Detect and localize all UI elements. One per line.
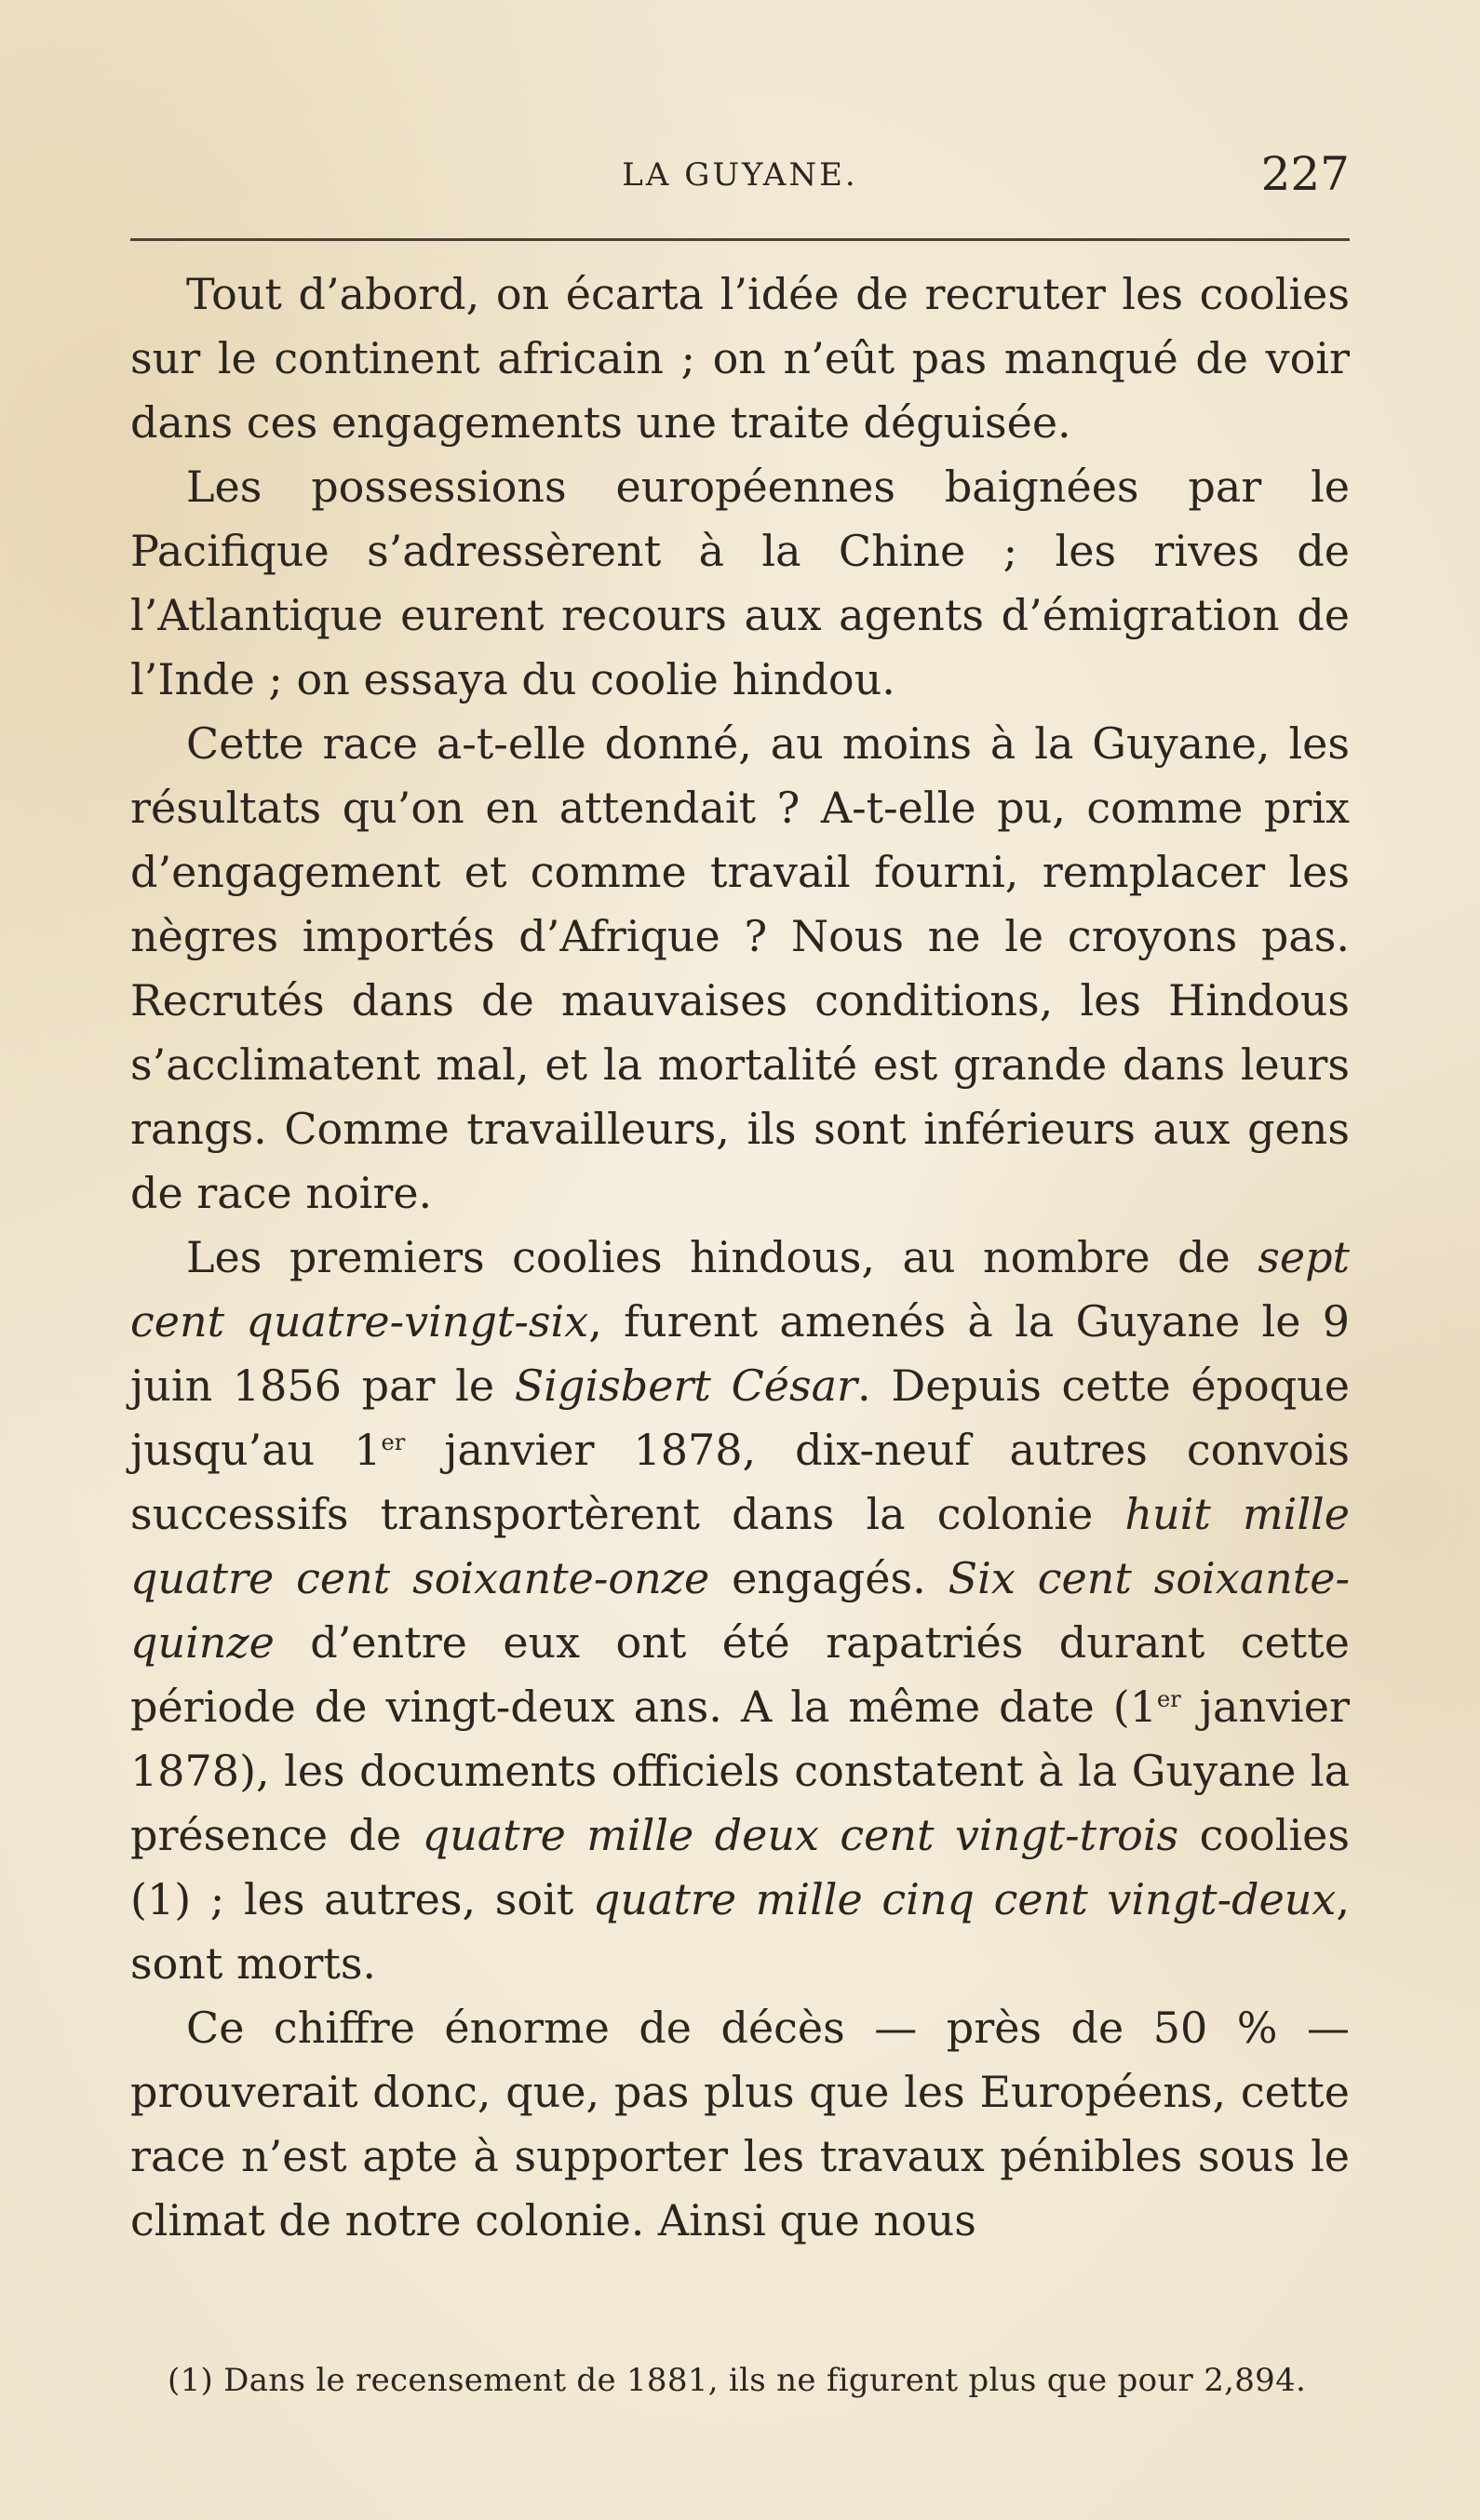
paragraph bbox=[130, 262, 1350, 455]
page-number: 227 bbox=[1260, 147, 1350, 201]
text-run: , sont morts. bbox=[130, 1874, 1350, 1989]
running-head bbox=[130, 140, 1350, 205]
italic-text: huit mille quatre cent soixante-onze bbox=[130, 1489, 1350, 1603]
superscript-text: er bbox=[381, 1429, 406, 1455]
footnote: (1) Dans le recensement de 1881, ils ne figurent plus que pour 2,894. bbox=[168, 2362, 1307, 2399]
running-title: LA GUYANE. bbox=[622, 156, 858, 194]
text-run: coolies (1) ; les autres, soit bbox=[130, 1810, 1351, 1924]
italic-text: Six cent soixante-quinze bbox=[130, 1553, 1350, 1668]
text-run: Les possessions européennes baignées par le Pacifique s’adressèrent à la Chine ; les rives de l’Atlantique eurent recours aux agents d’émigration de l’Inde ; on essaya du coolie hindou. bbox=[130, 462, 1350, 704]
text-run: Les premiers coolies hindous, au nombre de bbox=[186, 1232, 1258, 1282]
italic-text: Sigisbert César bbox=[514, 1361, 858, 1411]
header-rule bbox=[130, 238, 1350, 241]
paragraph bbox=[130, 1996, 1350, 2253]
text-run: , furent amenés à la Guyane le 9 juin 1856 par le bbox=[130, 1296, 1350, 1411]
text-run: Ce chiffre énorme de décès — près de 50 % — prouverait donc, que, pas plus que les Européens, cette race n’est apte à supporter les travaux pénibles sous le climat de notre colonie. Ainsi que nous bbox=[130, 2003, 1350, 2245]
superscript-text: er bbox=[1157, 1686, 1181, 1712]
text-run: janvier 1878), les documents officiels constatent à la Guyane la présence de bbox=[130, 1682, 1350, 1860]
italic-text: quatre mille deux cent vingt-trois bbox=[422, 1810, 1179, 1860]
paragraph bbox=[130, 1226, 1350, 1996]
text-run: Tout d’abord, on écarta l’idée de recruter les coolies sur le continent africain ; on n’eût pas manqué de voir dans ces engagements une traite déguisée. bbox=[130, 269, 1350, 448]
text-run: Cette race a-t-elle donné, au moins à la Guyane, les résultats qu’on en attendait ? A-t-elle pu, comme prix d’engagement et comme travail fourni, remplacer les nègres importés d’Afrique ? Nous ne le croyons pas. Recrutés dans de mauvaises conditions, les Hindous s’acclimatent mal, et la mortalité est grande dans leurs rangs. Comme travailleurs, ils sont inférieurs aux gens de race noire. bbox=[130, 718, 1350, 1218]
text-run: engagés. bbox=[709, 1553, 949, 1603]
paragraph bbox=[130, 455, 1350, 712]
text-run: janvier 1878, dix-neuf autres convois successifs transportèrent dans la colonie bbox=[130, 1425, 1350, 1539]
text-run: . Depuis cette époque jusqu’au 1 bbox=[130, 1361, 1350, 1475]
text-run: d’entre eux ont été rapatriés durant cette période de vingt-deux ans. A la même date (1 bbox=[130, 1617, 1350, 1732]
body-text bbox=[130, 262, 1350, 2253]
paragraph bbox=[130, 712, 1350, 1226]
italic-text: quatre mille cinq cent vingt-deux bbox=[592, 1874, 1337, 1924]
italic-text: sept cent quatre-vingt-six bbox=[130, 1232, 1350, 1347]
